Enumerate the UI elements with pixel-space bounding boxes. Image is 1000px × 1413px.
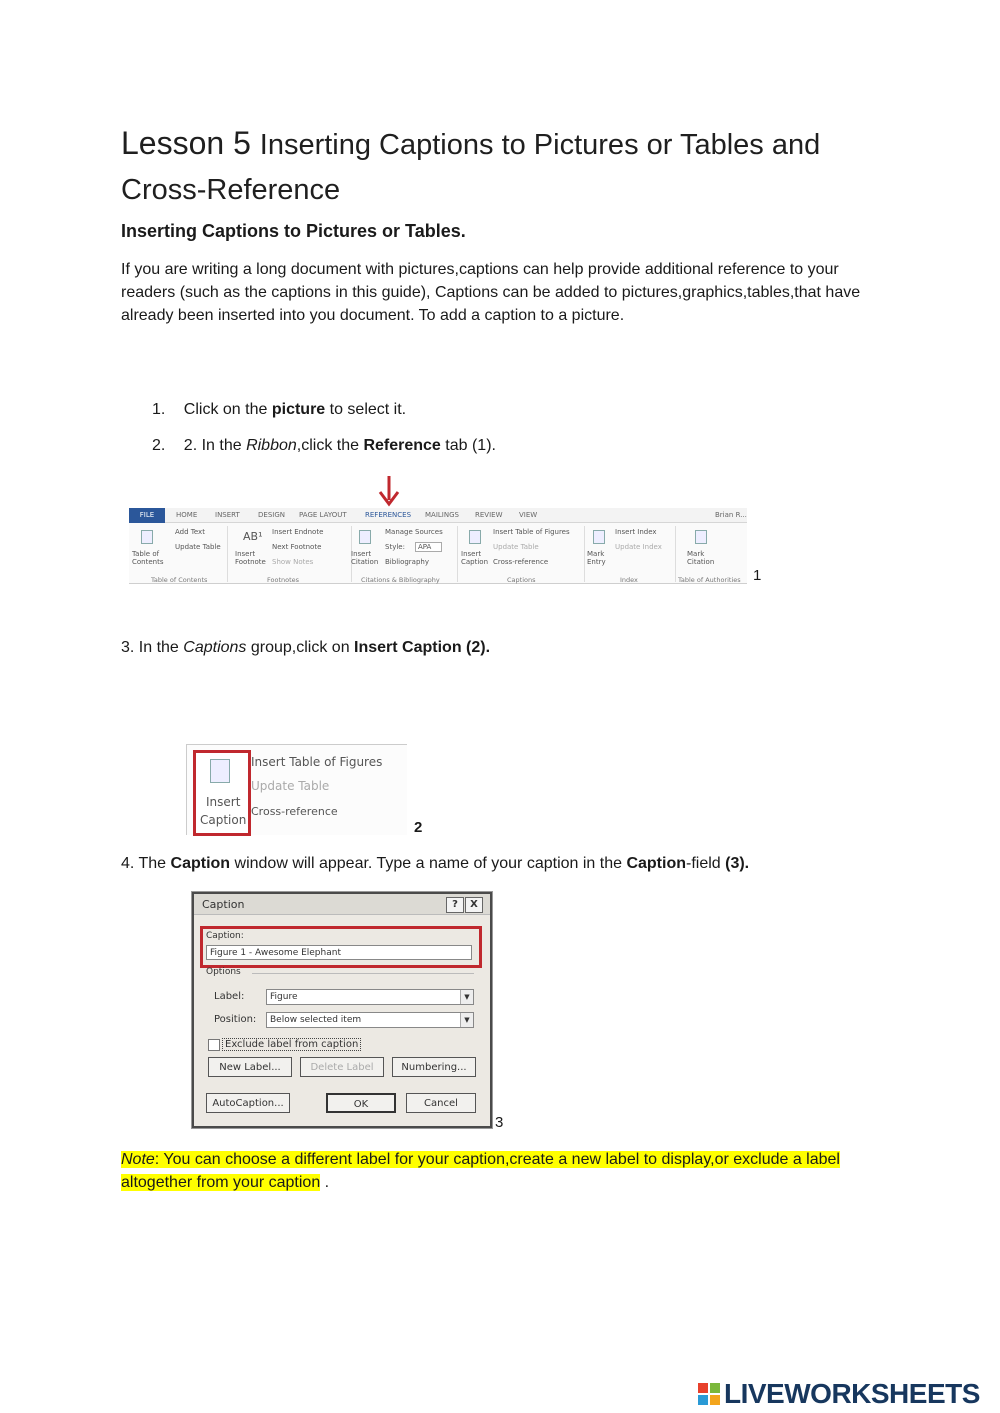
step-1: 1. Click on the picture to select it. <box>152 401 407 418</box>
insert-table-of-figures-button[interactable]: Insert Table of Figures <box>493 528 570 536</box>
lesson-number: Lesson 5 <box>121 125 251 161</box>
citation-icon <box>359 530 371 544</box>
ribbon-tabs <box>129 508 747 523</box>
ok-button[interactable]: OK <box>326 1093 396 1113</box>
insert-citation-button[interactable]: Insert Citation <box>351 550 379 566</box>
tab-home[interactable]: HOME <box>176 511 198 519</box>
brand-wordmark: LIVEWORKSHEETS <box>724 1378 980 1409</box>
user-name: Brian R... <box>715 511 747 519</box>
group-captions: Captions <box>507 576 536 584</box>
tab-file[interactable]: FILE <box>129 508 165 523</box>
insert-caption-button[interactable]: Insert Caption <box>461 550 489 566</box>
numbering-button[interactable]: Numbering... <box>392 1057 476 1077</box>
mark-citation-icon <box>695 530 707 544</box>
position-select[interactable]: Below selected item ▼ <box>266 1012 474 1028</box>
add-text-button[interactable]: Add Text <box>175 528 205 536</box>
insert-caption-large-icon <box>210 759 230 783</box>
tab-mailings[interactable]: MAILINGS <box>425 511 459 519</box>
figure-label-3: 3 <box>495 1114 504 1131</box>
cancel-button[interactable]: Cancel <box>406 1093 476 1113</box>
tab-review[interactable]: REVIEW <box>475 511 503 519</box>
exclude-label-text[interactable]: Exclude label from caption <box>222 1038 361 1051</box>
tab-view[interactable]: VIEW <box>519 511 538 519</box>
dialog-titlebar <box>194 894 490 915</box>
lesson-title: Inserting Captions to Pictures or Tables and Cross-Reference <box>121 129 821 206</box>
caption-dialog <box>192 892 492 1128</box>
group-footnotes: Footnotes <box>267 576 300 584</box>
liveworksheets-logo-icon <box>698 1383 720 1405</box>
insert-caption-icon <box>469 530 481 544</box>
label-dropdown-icon[interactable]: ▼ <box>460 990 473 1004</box>
cross-reference-button[interactable]: Cross-reference <box>493 558 549 566</box>
ribbon-screenshot <box>129 508 747 584</box>
figure-label-1: 1 <box>753 567 762 584</box>
show-notes-button[interactable]: Show Notes <box>272 558 314 566</box>
update-index-button[interactable]: Update Index <box>615 543 662 551</box>
note-text: : You can choose a different label for your caption,create a new label to display,or exclude a label altogether from your caption <box>121 1151 840 1191</box>
tab-design[interactable]: DESIGN <box>258 511 285 519</box>
update-table-button[interactable]: Update Table <box>175 543 221 551</box>
tab-insert[interactable]: INSERT <box>215 511 240 519</box>
insert-caption-word-insert: Insert <box>206 795 241 809</box>
capgroup-cross-reference[interactable]: Cross-reference <box>251 805 338 818</box>
exclude-label-checkbox[interactable] <box>208 1039 220 1051</box>
caption-field-label: Caption: <box>206 931 244 941</box>
caption-input[interactable]: Figure 1 - Awesome Elephant <box>206 945 472 960</box>
position-field-label: Position: <box>214 1014 257 1025</box>
mark-entry-icon <box>593 530 605 544</box>
insert-footnote-button[interactable]: Insert Footnote <box>235 550 266 566</box>
section-heading: Inserting Captions to Pictures or Tables. <box>121 221 466 241</box>
step-2: 2. 2. In the Ribbon,click the Reference tab (1). <box>152 437 496 454</box>
position-dropdown-icon[interactable]: ▼ <box>460 1013 473 1027</box>
label-select[interactable]: Figure ▼ <box>266 989 474 1005</box>
capgroup-update-table[interactable]: Update Table <box>251 779 330 793</box>
options-label: Options <box>206 967 241 977</box>
insert-caption-highlight[interactable] <box>193 750 251 836</box>
page-title <box>121 122 901 212</box>
delete-label-button[interactable]: Delete Label <box>300 1057 384 1077</box>
capgroup-insert-tof[interactable]: Insert Table of Figures <box>251 755 383 769</box>
step-3: 3. In the Captions group,click on Insert Caption (2). <box>121 639 491 656</box>
tab-page-layout[interactable]: PAGE LAYOUT <box>299 511 347 519</box>
style-label: Style: <box>385 543 405 551</box>
toc-icon <box>141 530 153 544</box>
group-table-of-authorities: Table of Authorities <box>678 576 741 584</box>
autocaption-button[interactable]: AutoCaption... <box>206 1093 290 1113</box>
bibliography-button[interactable]: Bibliography <box>385 558 429 566</box>
step-4: 4. The Caption window will appear. Type a name of your caption in the Caption-field (3). <box>121 855 750 872</box>
help-button[interactable]: ? <box>446 897 464 913</box>
ab-icon: AB¹ <box>243 530 263 543</box>
insert-endnote-button[interactable]: Insert Endnote <box>272 528 324 536</box>
group-index: Index <box>620 576 638 584</box>
next-footnote-button[interactable]: Next Footnote <box>272 543 322 551</box>
new-label-button[interactable]: New Label... <box>208 1057 292 1077</box>
insert-caption-word-caption: Caption <box>200 813 247 827</box>
close-button[interactable]: X <box>465 897 483 913</box>
toc-button[interactable]: Table of Contents <box>132 550 164 566</box>
style-select[interactable]: APA <box>415 542 442 552</box>
group-citations: Citations & Bibliography <box>361 576 440 584</box>
figure-label-2: 2 <box>414 819 423 836</box>
dialog-title: Caption <box>202 898 245 911</box>
note-keyword: Note <box>121 1151 155 1168</box>
mark-citation-button[interactable]: Mark Citation <box>687 550 715 566</box>
manage-sources-button[interactable]: Manage Sources <box>385 528 443 536</box>
red-arrow-icon <box>376 474 402 510</box>
insert-index-button[interactable]: Insert Index <box>615 528 657 536</box>
mark-entry-button[interactable]: Mark Entry <box>587 550 606 566</box>
group-table-of-contents: Table of Contents <box>151 576 208 584</box>
note-paragraph: Note: You can choose a different label for your caption,create a new label to display,or exclude a label altogether from your caption . <box>121 1151 840 1191</box>
tab-references[interactable]: REFERENCES <box>365 511 412 519</box>
captions-group-screenshot <box>186 744 407 835</box>
label-field-label: Label: <box>214 991 245 1002</box>
intro-paragraph: If you are writing a long document with pictures,captions can help provide additional reference to your readers (such as the captions in this guide), Captions can be added to pictures,graphics,tables,that have already been inserted into you document. To add a caption to a picture. <box>121 261 861 324</box>
update-table-2-button[interactable]: Update Table <box>493 543 539 551</box>
